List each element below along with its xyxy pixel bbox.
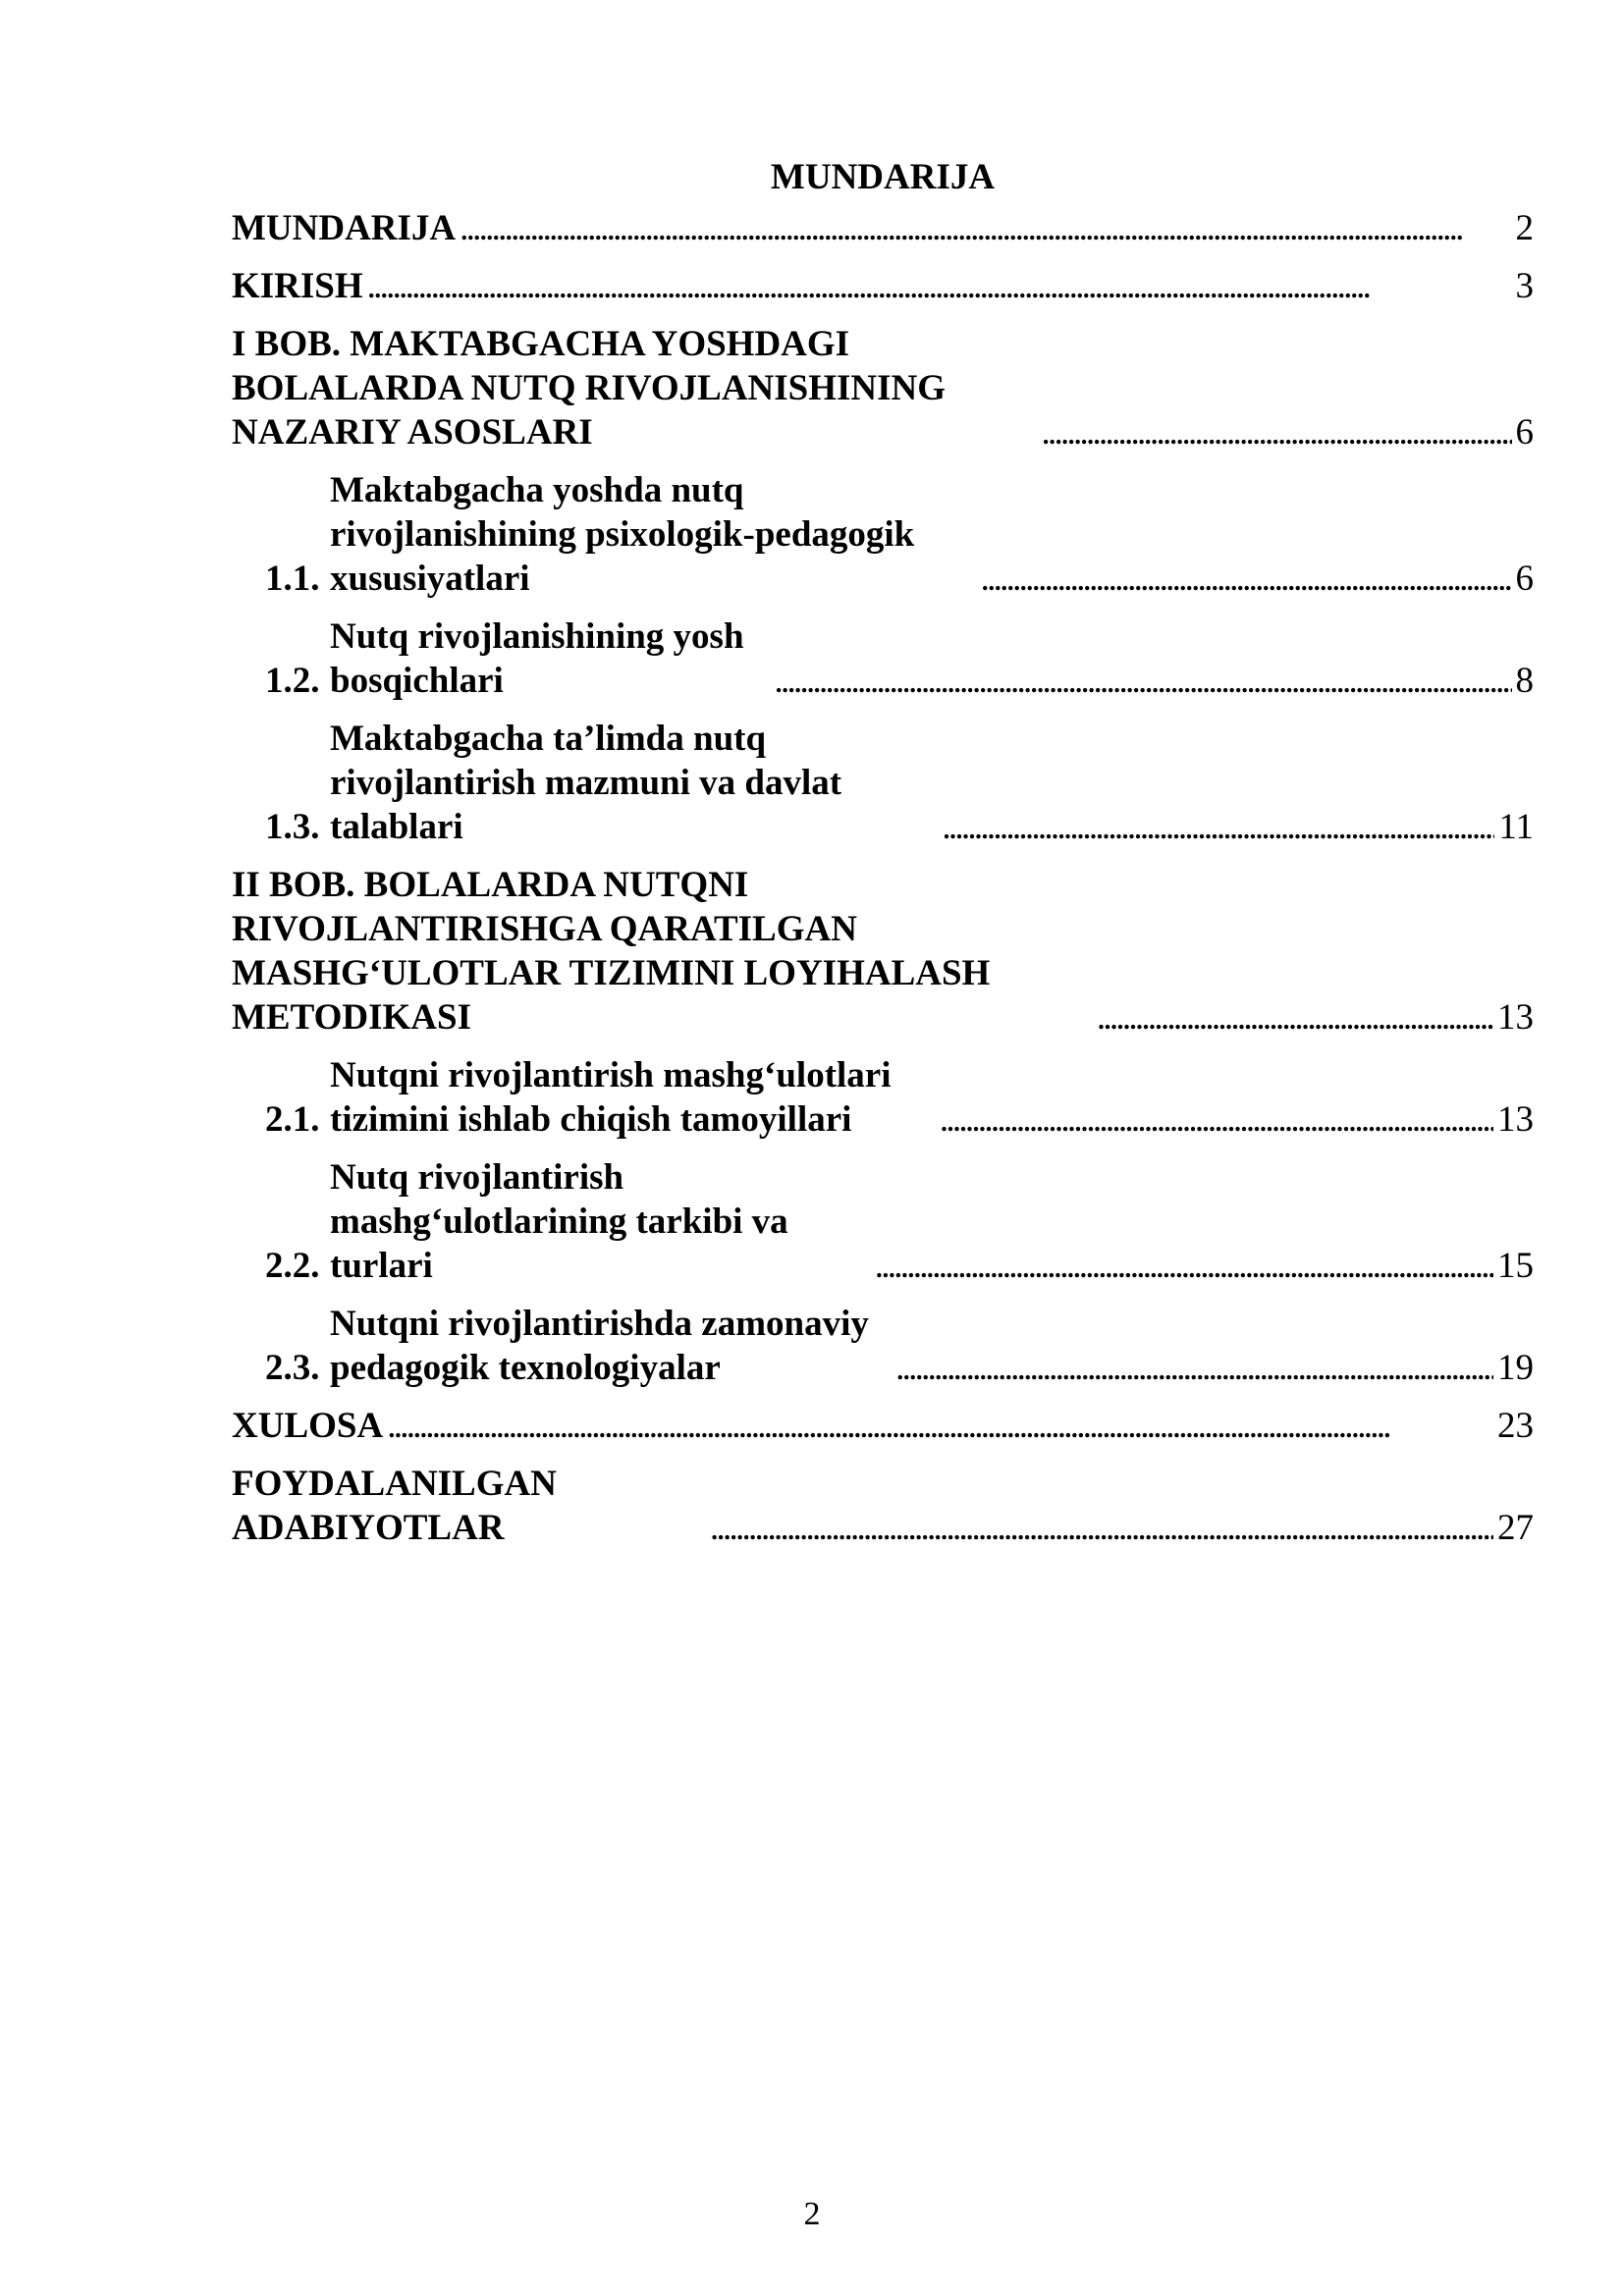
dot-leader	[875, 1244, 1493, 1288]
toc-entry-number: 1.2.	[265, 661, 320, 701]
toc-entry-page: 8	[1515, 661, 1534, 701]
toc-entry-title: Nutqni rivojlantirish mashg‘ulotlari tizimini ishlab chiqish tamoyillari	[330, 1055, 892, 1140]
toc-entry-chapter-2[interactable]	[232, 863, 1534, 1040]
toc-entry-title: Nutq rivojlanishining yosh bosqichlari	[330, 616, 744, 701]
toc-entry-title: XULOSA	[232, 1406, 384, 1446]
toc-entry-title: KIRISH	[232, 266, 363, 306]
toc-entry-title: Maktabgacha yoshda nutq rivojlanishining psixologik-pedagogik xususiyatlari	[330, 470, 915, 599]
toc-entry-page: 13	[1497, 1099, 1534, 1140]
toc-heading: MUNDARIJA	[770, 157, 996, 197]
toc-entry-title: Maktabgacha ta’limda nutq rivojlantirish mazmuni va davlat talablari	[330, 719, 842, 847]
toc-entry-title: Nutq rivojlantirish mashg‘ulotlarining tarkibi va turlari	[330, 1157, 788, 1286]
toc-entry-page: 11	[1498, 807, 1534, 847]
toc-entry-title: MUNDARIJA	[232, 208, 457, 248]
dot-leader	[895, 1346, 1493, 1390]
toc-entry-section-1-2[interactable]	[232, 614, 1534, 703]
toc-entry-page: 13	[1497, 997, 1534, 1038]
toc-entry-number: 2.3.	[265, 1348, 320, 1388]
toc-entry-xulosa[interactable]	[232, 1404, 1534, 1448]
toc-entry-kirish[interactable]	[232, 264, 1534, 308]
toc-entry-number: 2.1.	[265, 1099, 320, 1140]
toc-entry-title: I BOB. MAKTABGACHA YOSHDAGI BOLALARDA NUTQ RIVOJLANISHINING NAZARIY ASOSLARI	[232, 324, 947, 453]
toc-entry-mundarija[interactable]	[232, 206, 1534, 250]
toc-entry-section-2-1[interactable]	[232, 1053, 1534, 1142]
dot-leader	[775, 659, 1512, 703]
toc-entry-page: 19	[1497, 1348, 1534, 1388]
toc-entry-number: 2.2.	[265, 1246, 320, 1286]
table-of-contents	[232, 149, 1534, 1550]
dot-leader	[387, 1404, 1493, 1448]
toc-entry-page: 6	[1515, 559, 1534, 599]
toc-entry-section-2-2[interactable]	[232, 1155, 1534, 1288]
toc-entry-page: 6	[1515, 412, 1534, 453]
dot-leader	[1097, 995, 1493, 1040]
toc-entry-title: FOYDALANILGAN ADABIYOTLAR	[232, 1464, 557, 1548]
page-number: 2	[803, 2196, 821, 2232]
dot-leader	[1041, 410, 1511, 454]
toc-entry-page: 23	[1497, 1406, 1534, 1446]
dot-leader	[981, 557, 1512, 601]
toc-entry-number: 1.1.	[265, 559, 320, 599]
toc-entry-chapter-1[interactable]	[232, 322, 1534, 454]
toc-entry-title: II BOB. BOLALARDA NUTQNI RIVOJLANTIRISHGA QARATILGAN MASHG‘ULOTLAR TIZIMINI LOYIHALASH METODIKASI	[232, 865, 991, 1038]
toc-entry-section-1-1[interactable]	[232, 468, 1534, 601]
toc-entry-page: 15	[1497, 1246, 1534, 1286]
toc-entry-title: Nutqni rivojlantirishda zamonaviy pedagogik texnologiyalar	[330, 1304, 869, 1388]
dot-leader	[460, 206, 1511, 250]
toc-entry-page: 27	[1497, 1508, 1534, 1548]
dot-leader	[942, 805, 1494, 849]
toc-entry-section-2-3[interactable]	[232, 1302, 1534, 1390]
toc-entry-section-1-3[interactable]	[232, 717, 1534, 849]
toc-entry-page: 3	[1515, 266, 1534, 306]
dot-leader	[710, 1506, 1493, 1550]
toc-entry-references[interactable]	[232, 1462, 1534, 1550]
dot-leader	[940, 1097, 1493, 1142]
toc-entry-number: 1.3.	[265, 807, 320, 847]
toc-entry-page: 2	[1515, 208, 1534, 248]
dot-leader	[367, 264, 1512, 308]
